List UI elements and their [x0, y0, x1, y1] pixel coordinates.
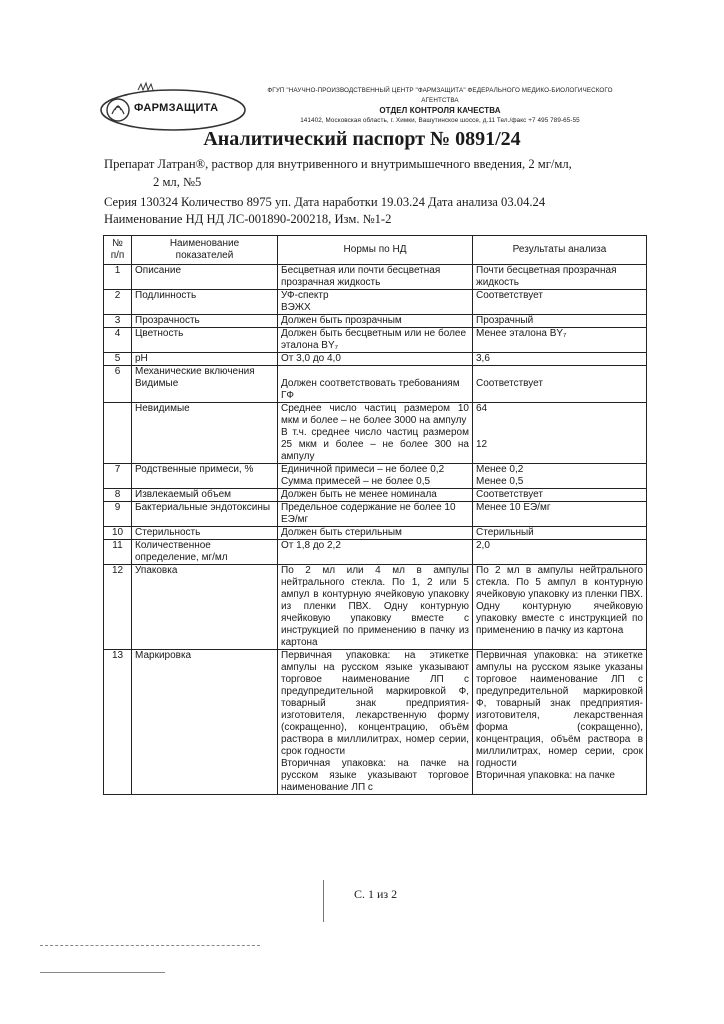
row-norm: Должен быть стерильным: [278, 527, 473, 540]
row-norm: Должен быть прозрачным: [278, 315, 473, 328]
row-name: Описание: [132, 265, 278, 290]
row-norm: От 3,0 до 4,0: [278, 353, 473, 366]
table-row: [104, 502, 647, 527]
table-row: [104, 540, 647, 565]
row-name: Стерильность: [132, 527, 278, 540]
row-num: 3: [104, 315, 132, 328]
organization-name: ФГУП "НАУЧНО-ПРОИЗВОДСТВЕННЫЙ ЦЕНТР "ФАРМЗАЩИТА" ФЕДЕРАЛЬНОГО МЕДИКО-БИОЛОГИЧЕСКОГО АГЕНТСТВА: [267, 87, 613, 104]
row-norm: Должен соответствовать требованиям ГФ: [278, 366, 473, 403]
row-num: 2: [104, 290, 132, 315]
header-name: Наименование показателей: [132, 236, 278, 265]
row-norm: Предельное содержание не более 10 ЕЭ/мг: [278, 502, 473, 527]
row-result: 2,0: [473, 540, 647, 565]
row-num: 5: [104, 353, 132, 366]
row-name: Невидимые: [132, 403, 278, 464]
row-num: 11: [104, 540, 132, 565]
table-row: [104, 366, 647, 403]
row-num: 1: [104, 265, 132, 290]
row-num: 8: [104, 489, 132, 502]
table-row: [104, 650, 647, 795]
row-result: 3,6: [473, 353, 647, 366]
table-row: [104, 265, 647, 290]
table-row: [104, 489, 647, 502]
organization-address: 141402, Московская область, г. Химки, Вашутинское шоссе, д.11 Тел./факс +7 495 789-65-55: [300, 117, 580, 124]
row-num: 10: [104, 527, 132, 540]
row-norm: УФ-спектр ВЭЖХ: [278, 290, 473, 315]
row-num: 6: [104, 366, 132, 403]
row-norm: По 2 мл или 4 мл в ампулы нейтрального стекла. По 1, 2 или 5 ампул в контурную ячейковую упаковку из пленки ПВХ. Одну контурную ячейковую упаковку вместе с инструкцией по применению в пачку из картона: [278, 565, 473, 650]
header-results: Результаты анализа: [473, 236, 647, 265]
table-row: [104, 328, 647, 353]
scan-solid-mark: [40, 972, 165, 973]
row-result: Стерильный: [473, 527, 647, 540]
row-result: Менее эталона BY₇: [473, 328, 647, 353]
row-result: Менее 10 ЕЭ/мг: [473, 502, 647, 527]
row-norm: Среднее число частиц размером 10 мкм и более – не более 3000 на ампулу В т.ч. среднее число частиц размером 25 мкм и более – не более 300 на ампулу: [278, 403, 473, 464]
row-result: Менее 0,2 Менее 0,5: [473, 464, 647, 489]
row-result: Прозрачный: [473, 315, 647, 328]
row-norm: От 1,8 до 2,2: [278, 540, 473, 565]
logo-text: ФАРМЗАЩИТА: [134, 102, 219, 114]
table-row: [104, 403, 647, 464]
row-name: Прозрачность: [132, 315, 278, 328]
header-norms: Нормы по НД: [278, 236, 473, 265]
row-name: Упаковка: [132, 565, 278, 650]
row-name: Механические включения Видимые: [132, 366, 278, 403]
table-row: [104, 315, 647, 328]
table-header-row: [104, 236, 647, 265]
department-name: ОТДЕЛ КОНТРОЛЯ КАЧЕСТВА: [379, 106, 501, 115]
row-result: Почти бесцветная прозрачная жидкость: [473, 265, 647, 290]
nd-line: Наименование НД НД ЛС-001890-200218, Изм. №1-2: [104, 212, 392, 226]
table-row: [104, 353, 647, 366]
document-title: Аналитический паспорт № 0891/24: [203, 128, 521, 150]
organization-header: [250, 86, 630, 126]
scan-vertical-mark: [323, 880, 324, 922]
row-name: Родственные примеси, %: [132, 464, 278, 489]
page-number: С. 1 из 2: [354, 887, 398, 901]
table-row: [104, 464, 647, 489]
row-num: 9: [104, 502, 132, 527]
row-result: По 2 мл в ампулы нейтрального стекла. По 5 ампул в контурную ячейковую упаковку из пленки ПВХ. Одну контурную ячейковую упаковку вместе с инструкцией по применению в пачку из картона: [473, 565, 647, 650]
row-norm: Единичной примеси – не более 0,2 Сумма примесей – не более 0,5: [278, 464, 473, 489]
row-num: 4: [104, 328, 132, 353]
row-name: Маркировка: [132, 650, 278, 795]
row-num: 12: [104, 565, 132, 650]
row-name: Извлекаемый объем: [132, 489, 278, 502]
row-name: Количественное определение, мг/мл: [132, 540, 278, 565]
row-num: 13: [104, 650, 132, 795]
row-result: Соответствует: [473, 290, 647, 315]
row-norm: Первичная упаковка: на этикетке ампулы на русском языке указывают торговое наименование ЛП с предупредительной маркировкой Ф, товарный знак предприятия-изготовителя, лекарственную форму (сокращенно), концентрацию, объём раствора в миллилитрах, номер серии, срок годности Вторичная упаковка: на пачке на русском языке указывают торговое наименование ЛП с: [278, 650, 473, 795]
row-result: Первичная упаковка: на этикетке ампулы на русском языке указаны торговое наименование ЛП с предупредительной маркировкой Ф, товарный знак предприятия-изготовителя, лекарственная форма (сокращенно), концентрация, объём раствора в миллилитрах, номер серии, срок годности Вторичная упаковка: на пачке: [473, 650, 647, 795]
table-row: [104, 527, 647, 540]
row-result: 64 12: [473, 403, 647, 464]
row-name: Бактериальные эндотоксины: [132, 502, 278, 527]
scan-dashed-mark: [40, 945, 260, 947]
row-name: pH: [132, 353, 278, 366]
row-norm: Должен быть бесцветным или не более эталона BY₇: [278, 328, 473, 353]
row-result: Соответствует: [473, 366, 647, 403]
row-num: 7: [104, 464, 132, 489]
row-result: Соответствует: [473, 489, 647, 502]
table-row: [104, 290, 647, 315]
analysis-table: [103, 235, 647, 795]
series-line: Серия 130324 Количество 8975 уп. Дата наработки 19.03.24 Дата анализа 03.04.24: [104, 195, 546, 209]
table-row: [104, 565, 647, 650]
row-name: Подлинность: [132, 290, 278, 315]
row-num: [104, 403, 132, 464]
preparation-line-2: 2 мл, №5: [153, 175, 202, 189]
row-norm: Должен быть не менее номинала: [278, 489, 473, 502]
row-name: Цветность: [132, 328, 278, 353]
preparation-line-1: Препарат Латран®, раствор для внутривенного и внутримышечного введения, 2 мг/мл,: [104, 157, 572, 171]
header-num: № п/п: [104, 236, 132, 265]
row-norm: Бесцветная или почти бесцветная прозрачная жидкость: [278, 265, 473, 290]
